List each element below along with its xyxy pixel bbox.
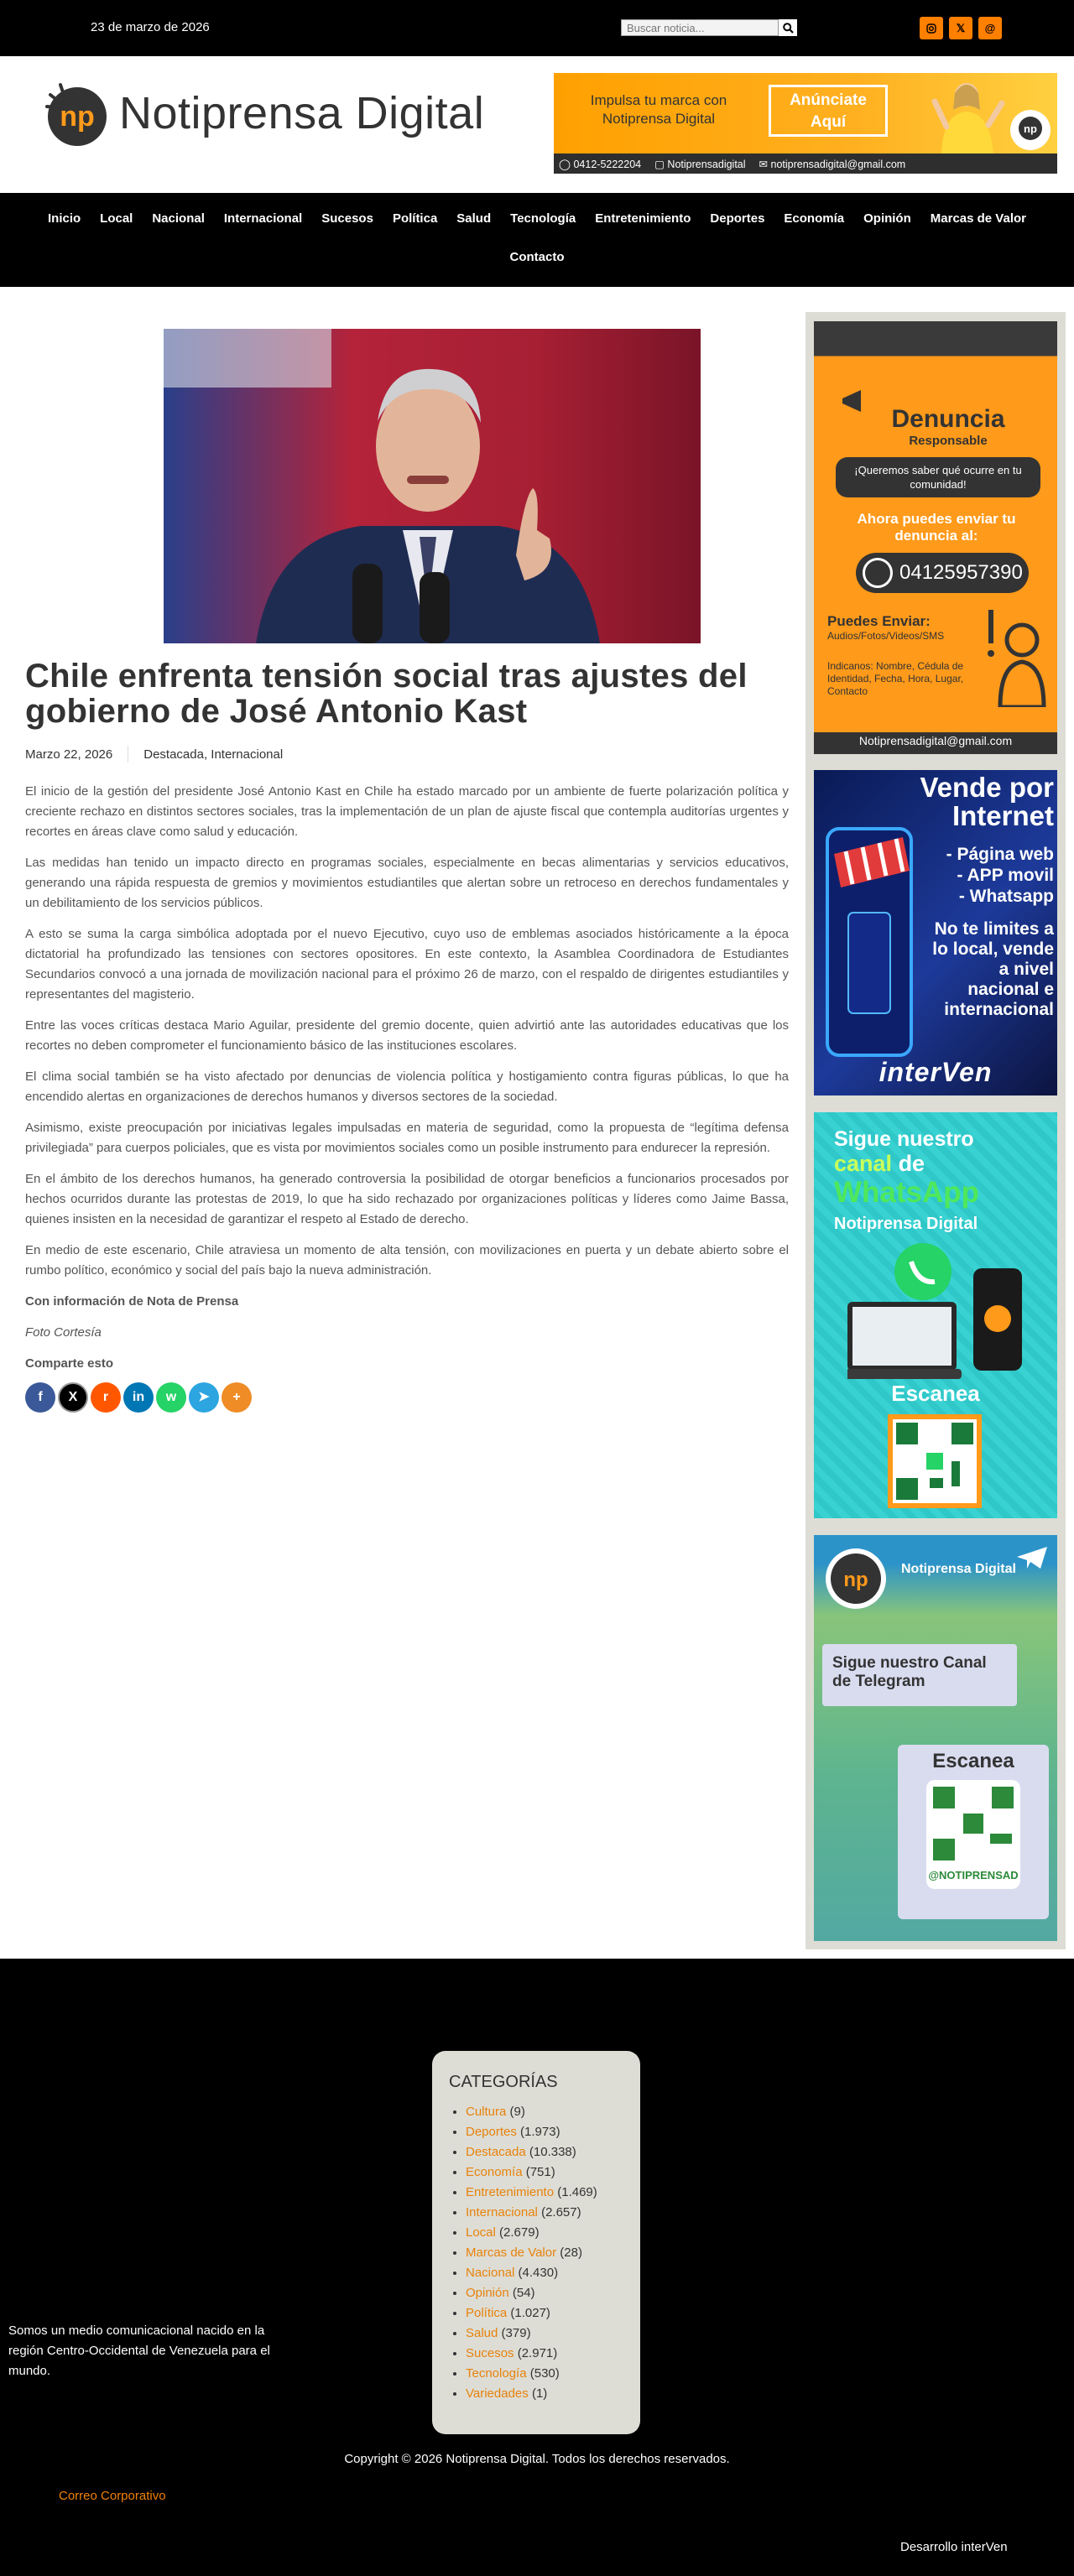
wa-line2-3: canal de	[834, 1151, 925, 1176]
nav-item-tecnología[interactable]: Tecnología	[510, 211, 576, 226]
denuncia-lead: Ahora puedes enviar tu denuncia al:	[857, 511, 1016, 544]
social-links	[920, 17, 1002, 39]
linkedin-icon[interactable]: in	[123, 1382, 154, 1413]
more-icon[interactable]: +	[222, 1382, 252, 1413]
article-paragraph: El clima social también se ha visto afectado por denuncias de violencia política y hostigamiento contra figuras públicas, lo que ha encendido alertas en organizaciones de derechos humanos y diversos sectores de la sociedad.	[25, 1069, 789, 1104]
tg-follow: Sigue nuestro Canal de Telegram	[822, 1644, 1017, 1706]
category-link[interactable]: Local	[466, 2225, 496, 2240]
search-button[interactable]	[779, 19, 797, 36]
ad-cta-button[interactable]: Anúnciate Aquí	[769, 85, 888, 137]
category-link[interactable]: Sucesos	[466, 2346, 514, 2360]
site-header	[0, 56, 1074, 193]
nav-item-local[interactable]: Local	[100, 211, 133, 226]
laptop-phone-illustration	[847, 1243, 1032, 1386]
category-link[interactable]: Variedades	[466, 2386, 529, 2401]
wa-line5: Notiprensa Digital	[834, 1215, 978, 1233]
interven-headline: Vende por Internet	[920, 772, 1054, 831]
interven-service: - APP movil	[957, 866, 1054, 885]
denuncia-question: ¡Queremos saber qué ocurre en tu comunidad!	[836, 457, 1040, 497]
denuncia-ad[interactable]	[814, 321, 1057, 754]
nav-item-opinión[interactable]: Opinión	[863, 211, 911, 226]
instagram-icon: ▢	[654, 158, 665, 170]
whatsapp-qr-code[interactable]	[888, 1414, 982, 1508]
article-paragraph: El inicio de la gestión del presidente José Antonio Kast en Chile ha estado marcado por un ambiente de fuerte polarización política y creciente rechazo en distintos sectores sociales, tras la implementación de un plan de ajuste fiscal que contempla auditorías urgentes y recortes en áreas clave como salud y educación.	[25, 784, 789, 839]
nav-item-economía[interactable]: Economía	[784, 211, 845, 226]
article-hero-image	[164, 329, 701, 643]
article-date: Marzo 22, 2026	[25, 747, 113, 762]
category-item	[466, 2384, 623, 2404]
x-icon[interactable]: X	[58, 1382, 88, 1413]
wa-scan: Escanea	[891, 1381, 980, 1406]
denuncia-phone: 04125957390	[856, 553, 1029, 593]
article-title: Chile enfrenta tensión social tras ajustes del gobierno de José Antonio Kast	[25, 658, 748, 730]
category-count: (751)	[525, 2165, 555, 2179]
category-count: (1.027)	[510, 2306, 550, 2320]
top-bar	[0, 0, 1074, 56]
category-count: (1)	[531, 2386, 548, 2401]
share-title: Comparte esto	[25, 1356, 114, 1371]
site-footer	[0, 1959, 1074, 2576]
nav-item-marcas-de-valor[interactable]: Marcas de Valor	[930, 211, 1026, 226]
ad-mini-logo-icon	[1010, 110, 1051, 150]
main-nav	[0, 193, 1074, 287]
category-count: (28)	[560, 2246, 582, 2260]
category-item	[466, 2243, 623, 2263]
nav-item-contacto[interactable]: Contacto	[509, 250, 565, 264]
ad-person-illustration	[930, 76, 1005, 154]
telegram-icon[interactable]: ➤	[189, 1382, 219, 1413]
category-item	[466, 2223, 623, 2243]
whatsapp-channel-ad[interactable]	[814, 1112, 1057, 1518]
categories-title: CATEGORÍAS	[449, 2073, 558, 2091]
category-item	[466, 2142, 623, 2162]
article-paragraph: En medio de este escenario, Chile atraviesa un momento de alta tensión, con movilizaciones en puerta y un debate abierto sobre el rumbo político, económico y social del país bajo la nueva administración.	[25, 1243, 789, 1278]
nav-list	[25, 193, 1049, 265]
nav-item-política[interactable]: Política	[392, 211, 438, 226]
whatsapp-icon[interactable]: w	[156, 1382, 186, 1413]
header-ad-banner[interactable]	[554, 73, 1057, 174]
category-link[interactable]: Nacional	[466, 2266, 515, 2280]
category-link[interactable]: Política	[466, 2306, 508, 2320]
category-link[interactable]: Opinión	[466, 2286, 509, 2300]
nav-item-salud[interactable]: Salud	[456, 211, 492, 226]
telegram-icon	[1015, 1545, 1049, 1570]
ad-slogan: Impulsa tu marca con Notiprensa Digital	[590, 92, 727, 127]
category-link[interactable]: Deportes	[466, 2125, 517, 2139]
whatsapp-icon	[863, 558, 893, 588]
interven-service: - Whatsapp	[958, 887, 1054, 906]
article-paragraph: A esto se suma la carga simbólica adoptada por el nuevo Ejecutivo, cuyo uso de emblemas asociados históricamente a la época dictatorial ha profundizado las tensiones con sectores opositores. En este contexto, la Asamblea Coordinadora de Estudiantes Secundarios convocó a una jornada de movilización nacional para el próximo 26 de marzo, con el respaldo de dirigentes estudiantiles y representantes del magisterio.	[25, 927, 789, 1002]
article-paragraph: Las medidas han tenido un impacto directo en programas sociales, especialmente en becas alimentarias y servicios educativos, generando una rápida respuesta de gremios y movimientos estudiantiles que alertan sobre un retroceso en derechos fundamentales y un debilitamiento de los servicios públicos.	[25, 856, 789, 910]
tg-handle: @NOTIPRENSAD	[928, 1869, 1019, 1881]
category-item	[466, 2303, 623, 2324]
category-count: (379)	[501, 2326, 531, 2340]
threads-icon[interactable]: @	[978, 17, 1002, 39]
nav-item-entretenimiento[interactable]: Entretenimiento	[595, 211, 691, 226]
nav-item-inicio[interactable]: Inicio	[47, 211, 81, 226]
phone-store-illustration	[819, 820, 920, 1064]
telegram-channel-ad[interactable]	[814, 1535, 1057, 1941]
tg-scan: Escanea	[932, 1750, 1014, 1772]
category-item	[466, 2324, 623, 2344]
nav-item-sucesos[interactable]: Sucesos	[321, 211, 373, 226]
denuncia-instructions: Indicanos: Nombre, Cédula de Identidad, Fecha, Hora, Lugar, Contacto	[827, 660, 964, 697]
article-body	[25, 782, 789, 1413]
category-item	[466, 2122, 623, 2142]
category-count: (4.430)	[518, 2266, 559, 2280]
interven-ad[interactable]	[814, 770, 1057, 1095]
category-link[interactable]: Economía	[466, 2165, 523, 2179]
category-count: (530)	[529, 2366, 560, 2381]
category-link[interactable]: Destacada	[466, 2145, 526, 2159]
site-logo[interactable]	[39, 78, 484, 148]
instagram-icon[interactable]	[920, 17, 943, 39]
category-item	[466, 2263, 623, 2283]
category-item	[466, 2344, 623, 2364]
wa-line4: WhatsApp	[834, 1176, 980, 1209]
ad-phone: ◯ 0412-5222204	[559, 158, 642, 170]
category-item	[466, 2203, 623, 2223]
categories-widget	[432, 2051, 640, 2434]
denuncia-email: Notiprensadigital@gmail.com	[858, 734, 1013, 747]
category-link[interactable]: Salud	[466, 2326, 498, 2340]
tg-brand: Notiprensa Digital	[901, 1562, 1016, 1576]
send-types: Audios/Fotos/Videos/SMS	[827, 630, 945, 642]
search-icon	[783, 23, 794, 34]
interven-service: - Página web	[946, 845, 1054, 864]
category-count: (9)	[509, 2105, 525, 2119]
whatsapp-icon: ◯	[559, 158, 571, 170]
article-meta	[25, 746, 283, 762]
person-question-icon	[982, 606, 1049, 707]
category-count: (2.971)	[517, 2346, 558, 2360]
nav-item-internacional[interactable]: Internacional	[223, 211, 303, 226]
send-title: Puedes Enviar:	[827, 613, 931, 629]
interven-pitch: No te limites a lo local, vende a nivel nacional e internacional	[932, 919, 1054, 1019]
category-count: (54)	[512, 2286, 535, 2300]
categories-list	[449, 2102, 623, 2404]
category-item	[466, 2102, 623, 2122]
category-link[interactable]: Internacional	[466, 2205, 538, 2220]
denuncia-subtitle: Responsable	[909, 434, 988, 448]
category-link[interactable]: Tecnología	[466, 2366, 527, 2381]
corporate-mail-link[interactable]: Correo Corporativo	[59, 2489, 166, 2503]
facebook-icon[interactable]: f	[25, 1382, 55, 1413]
ad-contacts	[554, 154, 1057, 174]
footer-about: Somos un medio comunicacional nacido en la región Centro-Occidental de Venezuela para el mundo.	[8, 2324, 270, 2378]
mail-icon: ✉	[759, 158, 769, 170]
category-item	[466, 2162, 623, 2183]
category-count: (1.469)	[557, 2185, 597, 2199]
category-count: (1.973)	[520, 2125, 560, 2139]
article-categories[interactable]: Destacada, Internacional	[143, 747, 284, 762]
ad-instagram: ▢ Notiprensadigital	[654, 158, 746, 170]
category-count: (2.657)	[541, 2205, 581, 2220]
logo-mark-icon	[39, 78, 109, 148]
sidebar	[806, 312, 1066, 1949]
article-source: Con información de Nota de Prensa	[25, 1294, 239, 1309]
nav-item-nacional[interactable]: Nacional	[152, 211, 205, 226]
np-logo-icon	[824, 1547, 888, 1611]
search-input[interactable]	[621, 19, 779, 36]
wa-line1: Sigue nuestro	[834, 1127, 974, 1151]
current-date: 23 de marzo de 2026	[91, 20, 210, 34]
reddit-icon[interactable]: r	[91, 1382, 121, 1413]
x-icon[interactable]: 𝕏	[949, 17, 972, 39]
developer-credit[interactable]: Desarrollo interVen	[900, 2540, 1008, 2554]
category-link[interactable]: Marcas de Valor	[466, 2246, 557, 2260]
article-paragraph: Entre las voces críticas destaca Mario Aguilar, presidente del gremio docente, quien advirtió ante las autoridades educativas que los recortes no deben comprometer el funcionamiento básico de las instituciones escolares.	[25, 1018, 789, 1053]
svg-text:np: np	[1024, 122, 1037, 135]
interven-brand: interVen	[878, 1057, 993, 1087]
nav-item-deportes[interactable]: Deportes	[710, 211, 765, 226]
category-item	[466, 2364, 623, 2384]
logo-text: Notiprensa Digital	[119, 88, 485, 138]
article-paragraph: En el ámbito de los derechos humanos, ha generado controversia la posibilidad de otorgar beneficios a funcionarios procesados por hechos ocurridos durante las protestas de 2019, lo que ha sido rechazado por organizaciones políticas y líderes como Jaime Bassa, quienes insisten en la necesidad de garantizar el respeto al Estado de derecho.	[25, 1172, 789, 1226]
article-paragraph: Asimismo, existe preocupación por iniciativas legales impulsadas en materia de seguridad, como la propuesta de “legítima defensa privilegiada” para cuerpos policiales, que es vista por movimientos sociales como un posible instrumento para endurecer la represión.	[25, 1121, 789, 1155]
photo-credit: Foto Cortesía	[25, 1325, 102, 1340]
search-form	[621, 19, 797, 36]
svg-text:np: np	[60, 101, 95, 133]
copyright: Copyright © 2026 Notiprensa Digital. Todos los derechos reservados.	[344, 2452, 730, 2466]
article-paragraphs	[25, 782, 789, 1281]
category-count: (10.338)	[529, 2145, 576, 2159]
category-count: (2.679)	[499, 2225, 540, 2240]
category-link[interactable]: Cultura	[466, 2105, 507, 2119]
category-item	[466, 2183, 623, 2203]
denuncia-title: Denuncia	[891, 405, 1005, 433]
svg-text:np: np	[843, 1569, 868, 1591]
category-link[interactable]: Entretenimiento	[466, 2185, 555, 2199]
share-buttons	[25, 1382, 789, 1413]
category-item	[466, 2283, 623, 2303]
ad-email: ✉ notiprensadigital@gmail.com	[759, 158, 906, 170]
interven-services	[931, 844, 1054, 907]
